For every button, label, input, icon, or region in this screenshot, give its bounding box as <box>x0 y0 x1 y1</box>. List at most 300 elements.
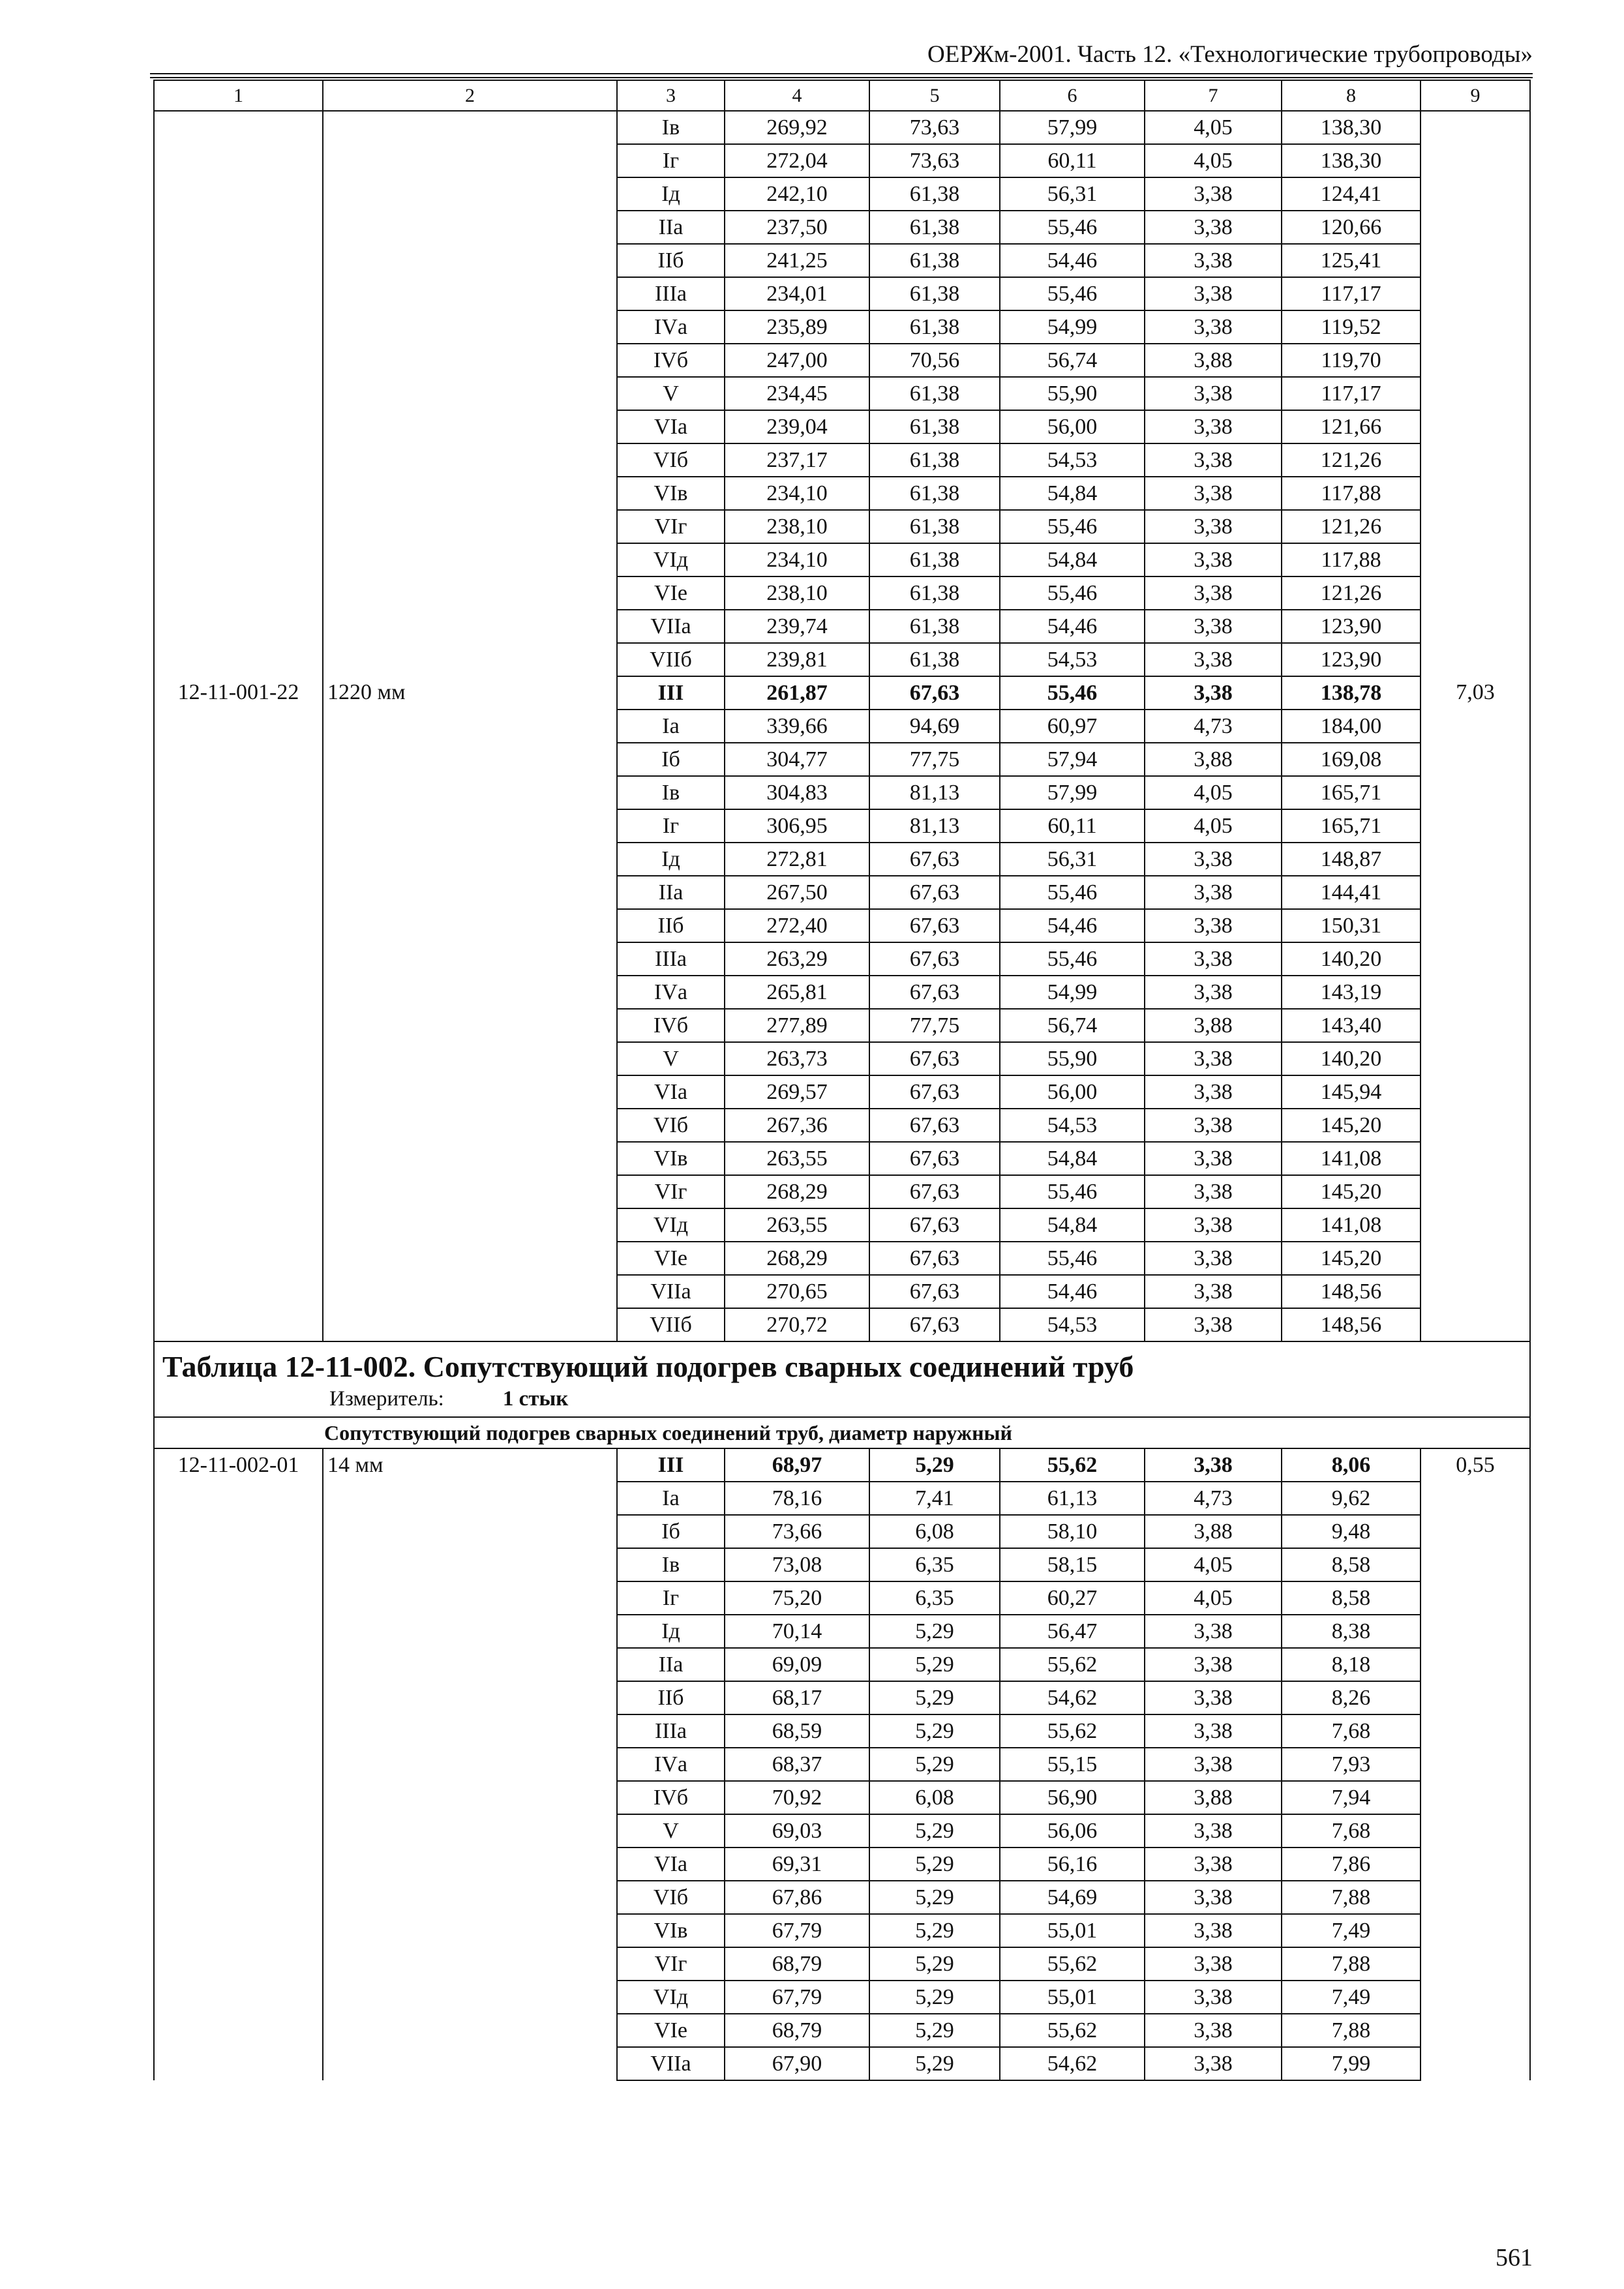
value-cell: 57,99 <box>1000 776 1145 809</box>
value-cell: 58,15 <box>1000 1548 1145 1581</box>
value-cell: 3,38 <box>1145 310 1282 344</box>
zone-category: VIе <box>617 2014 725 2047</box>
value-cell: 3,88 <box>1145 743 1282 776</box>
value-cell: 7,41 <box>869 1482 1000 1515</box>
value-cell: 3,38 <box>1145 976 1282 1009</box>
value-cell: 3,38 <box>1145 1208 1282 1242</box>
value-cell: 138,30 <box>1282 144 1421 177</box>
value-cell: 3,38 <box>1145 244 1282 277</box>
zone-category: VIIа <box>617 2047 725 2080</box>
value-cell: 67,79 <box>725 1981 869 2014</box>
value-cell: 145,94 <box>1282 1075 1421 1109</box>
value-cell: 138,30 <box>1282 111 1421 144</box>
value-cell: 4,05 <box>1145 1581 1282 1615</box>
zone-category: VIб <box>617 1881 725 1914</box>
zone-category: IIб <box>617 1681 725 1714</box>
value-cell: 270,65 <box>725 1275 869 1308</box>
value-cell: 3,38 <box>1145 1814 1282 1848</box>
value-cell: 3,88 <box>1145 1515 1282 1548</box>
value-cell: 5,29 <box>869 2047 1000 2080</box>
value-cell: 55,90 <box>1000 377 1145 410</box>
column-number: 7 <box>1145 80 1282 111</box>
value-cell: 306,95 <box>725 809 869 843</box>
value-cell: 121,66 <box>1282 410 1421 443</box>
value-cell: 3,38 <box>1145 1142 1282 1175</box>
value-cell: 3,38 <box>1145 909 1282 942</box>
value-cell: 239,04 <box>725 410 869 443</box>
zone-category: IVб <box>617 1781 725 1814</box>
zone-category: Iд <box>617 177 725 211</box>
value-cell: 272,40 <box>725 909 869 942</box>
value-cell: 6,08 <box>869 1781 1000 1814</box>
value-cell: 3,38 <box>1145 1748 1282 1781</box>
value-cell: 5,29 <box>869 1881 1000 1914</box>
value-cell: 165,71 <box>1282 809 1421 843</box>
value-cell: 3,88 <box>1145 344 1282 377</box>
table-caption-row <box>154 1341 1530 1417</box>
value-cell: 3,38 <box>1145 1947 1282 1981</box>
value-cell: 237,17 <box>725 443 869 477</box>
zone-category: IVб <box>617 344 725 377</box>
value-cell: 3,38 <box>1145 1681 1282 1714</box>
value-cell: 5,29 <box>869 1848 1000 1881</box>
value-cell: 3,38 <box>1145 1242 1282 1275</box>
value-cell: 5,29 <box>869 1714 1000 1748</box>
value-cell: 138,78 <box>1282 676 1421 710</box>
value-cell: 238,10 <box>725 510 869 543</box>
value-cell: 4,05 <box>1145 776 1282 809</box>
value-cell: 3,38 <box>1145 2047 1282 2080</box>
value-cell: 54,46 <box>1000 244 1145 277</box>
value-cell: 58,10 <box>1000 1515 1145 1548</box>
value-cell: 4,73 <box>1145 710 1282 743</box>
column-number: 3 <box>617 80 725 111</box>
value-cell: 3,38 <box>1145 410 1282 443</box>
value-cell: 4,05 <box>1145 1548 1282 1581</box>
value-cell: 241,25 <box>725 244 869 277</box>
value-cell: 67,63 <box>869 1109 1000 1142</box>
value-cell: 269,92 <box>725 111 869 144</box>
value-cell: 61,13 <box>1000 1482 1145 1515</box>
zone-category: VIд <box>617 1208 725 1242</box>
value-cell: 247,00 <box>725 344 869 377</box>
value-cell: 69,31 <box>725 1848 869 1881</box>
zone-category: VIIб <box>617 1308 725 1341</box>
value-cell: 68,17 <box>725 1681 869 1714</box>
value-cell: 55,46 <box>1000 510 1145 543</box>
value-cell: 3,38 <box>1145 576 1282 610</box>
value-cell: 61,38 <box>869 477 1000 510</box>
value-cell: 3,38 <box>1145 1881 1282 1914</box>
subheading: Сопутствующий подогрев сварных соединений труб, диаметр наружный <box>154 1417 1530 1448</box>
value-cell: 60,11 <box>1000 144 1145 177</box>
zone-category: VIа <box>617 1848 725 1881</box>
rate-code <box>154 111 323 676</box>
value-cell: 3,38 <box>1145 1914 1282 1947</box>
zone-category: VIе <box>617 1242 725 1275</box>
value-cell: 55,46 <box>1000 576 1145 610</box>
table-caption <box>154 1341 1530 1417</box>
zone-category: VIе <box>617 576 725 610</box>
value-cell: 7,88 <box>1282 1881 1421 1914</box>
value-cell: 5,29 <box>869 1981 1000 2014</box>
value-cell: 184,00 <box>1282 710 1421 743</box>
value-cell: 3,38 <box>1145 942 1282 976</box>
zone-category: VIв <box>617 1914 725 1947</box>
value-cell: 68,37 <box>725 1748 869 1781</box>
value-cell: 272,81 <box>725 843 869 876</box>
value-cell: 3,38 <box>1145 1615 1282 1648</box>
value-cell: 304,77 <box>725 743 869 776</box>
zone-category: IVа <box>617 310 725 344</box>
value-cell: 3,38 <box>1145 643 1282 676</box>
zone-category: Iв <box>617 1548 725 1581</box>
zone-category: V <box>617 1042 725 1075</box>
zone-category: VIб <box>617 443 725 477</box>
value-cell: 54,53 <box>1000 443 1145 477</box>
value-cell: 5,29 <box>869 1914 1000 1947</box>
value-cell: 4,05 <box>1145 144 1282 177</box>
estimate-table-body <box>154 80 1530 2080</box>
estimate-table <box>153 80 1531 2081</box>
value-cell: 81,13 <box>869 809 1000 843</box>
value-cell: 61,38 <box>869 244 1000 277</box>
table-row <box>154 1448 1530 1482</box>
value-cell: 3,38 <box>1145 443 1282 477</box>
value-cell: 339,66 <box>725 710 869 743</box>
value-cell: 141,08 <box>1282 1142 1421 1175</box>
value-cell: 55,62 <box>1000 2014 1145 2047</box>
value-cell: 277,89 <box>725 1009 869 1042</box>
value-cell: 3,38 <box>1145 1042 1282 1075</box>
value-cell: 94,69 <box>869 710 1000 743</box>
value-cell: 54,53 <box>1000 643 1145 676</box>
value-cell: 68,59 <box>725 1714 869 1748</box>
value-cell: 5,29 <box>869 1748 1000 1781</box>
value-cell: 54,99 <box>1000 310 1145 344</box>
value-cell: 5,29 <box>869 1615 1000 1648</box>
rate-code: 12-11-001-22 <box>154 676 323 1341</box>
zone-category: IVб <box>617 1009 725 1042</box>
value-cell: 3,38 <box>1145 211 1282 244</box>
value-cell: 8,26 <box>1282 1681 1421 1714</box>
value-cell: 7,68 <box>1282 1814 1421 1848</box>
zone-category: IVа <box>617 1748 725 1781</box>
value-cell: 117,88 <box>1282 477 1421 510</box>
value-cell: 265,81 <box>725 976 869 1009</box>
value-cell: 57,94 <box>1000 743 1145 776</box>
value-cell: 61,38 <box>869 610 1000 643</box>
value-cell: 5,29 <box>869 2014 1000 2047</box>
zone-category: Iб <box>617 743 725 776</box>
value-cell: 267,50 <box>725 876 869 909</box>
value-cell: 3,38 <box>1145 1714 1282 1748</box>
value-cell: 3,88 <box>1145 1009 1282 1042</box>
value-cell: 6,35 <box>869 1548 1000 1581</box>
value-cell: 7,99 <box>1282 2047 1421 2080</box>
value-cell: 75,20 <box>725 1581 869 1615</box>
value-cell: 120,66 <box>1282 211 1421 244</box>
value-cell: 54,84 <box>1000 543 1145 576</box>
value-cell: 5,29 <box>869 1648 1000 1681</box>
column-number: 5 <box>869 80 1000 111</box>
value-cell: 263,73 <box>725 1042 869 1075</box>
value-cell: 119,70 <box>1282 344 1421 377</box>
value-cell: 61,38 <box>869 543 1000 576</box>
value-cell: 242,10 <box>725 177 869 211</box>
meter-line <box>162 1385 1522 1413</box>
value-cell: 60,27 <box>1000 1581 1145 1615</box>
value-cell: 234,45 <box>725 377 869 410</box>
value-cell: 3,38 <box>1145 543 1282 576</box>
value-cell: 3,38 <box>1145 876 1282 909</box>
meter-unit: 1 стык <box>502 1387 569 1411</box>
value-cell: 61,38 <box>869 211 1000 244</box>
column-number: 2 <box>323 80 617 111</box>
value-cell: 67,63 <box>869 676 1000 710</box>
value-cell: 68,79 <box>725 2014 869 2047</box>
column-number: 4 <box>725 80 869 111</box>
value-cell: 68,79 <box>725 1947 869 1981</box>
value-cell: 54,46 <box>1000 1275 1145 1308</box>
value-cell: 78,16 <box>725 1482 869 1515</box>
value-cell: 145,20 <box>1282 1109 1421 1142</box>
value-cell: 269,57 <box>725 1075 869 1109</box>
value-cell: 7,49 <box>1282 1914 1421 1947</box>
zone-category: IIа <box>617 1648 725 1681</box>
value-cell: 148,56 <box>1282 1308 1421 1341</box>
value-cell: 3,38 <box>1145 1308 1282 1341</box>
value-cell: 54,46 <box>1000 610 1145 643</box>
zone-category: IIа <box>617 876 725 909</box>
value-cell: 3,88 <box>1145 1781 1282 1814</box>
value-cell: 61,38 <box>869 310 1000 344</box>
value-cell: 268,29 <box>725 1175 869 1208</box>
value-cell: 263,55 <box>725 1142 869 1175</box>
value-cell: 3,38 <box>1145 1648 1282 1681</box>
value-cell: 56,06 <box>1000 1814 1145 1848</box>
rate-name: 1220 мм <box>323 676 617 1341</box>
value-cell: 55,46 <box>1000 676 1145 710</box>
value-cell: 55,46 <box>1000 277 1145 310</box>
table-row <box>154 111 1530 144</box>
zone-category: Iв <box>617 111 725 144</box>
value-cell: 7,88 <box>1282 2014 1421 2047</box>
value-cell: 56,00 <box>1000 410 1145 443</box>
value-cell: 55,46 <box>1000 876 1145 909</box>
value-cell: 140,20 <box>1282 942 1421 976</box>
value-cell: 234,01 <box>725 277 869 310</box>
value-cell: 123,90 <box>1282 643 1421 676</box>
value-cell: 56,31 <box>1000 177 1145 211</box>
value-cell: 3,38 <box>1145 1075 1282 1109</box>
zone-category: VIд <box>617 543 725 576</box>
value-cell: 55,46 <box>1000 1175 1145 1208</box>
value-cell: 54,84 <box>1000 1208 1145 1242</box>
value-cell: 267,36 <box>725 1109 869 1142</box>
value-cell: 73,66 <box>725 1515 869 1548</box>
value-cell: 145,20 <box>1282 1242 1421 1275</box>
zone-category: VIг <box>617 510 725 543</box>
value-cell: 261,87 <box>725 676 869 710</box>
rate-coefficient: 0,55 <box>1421 1448 1530 2080</box>
zone-category: VIIа <box>617 610 725 643</box>
value-cell: 60,11 <box>1000 809 1145 843</box>
value-cell: 55,15 <box>1000 1748 1145 1781</box>
value-cell: 55,62 <box>1000 1714 1145 1748</box>
page-number: 561 <box>1496 2244 1533 2271</box>
zone-category: Iб <box>617 1515 725 1548</box>
value-cell: 3,38 <box>1145 676 1282 710</box>
column-number: 8 <box>1282 80 1421 111</box>
value-cell: 123,90 <box>1282 610 1421 643</box>
value-cell: 56,47 <box>1000 1615 1145 1648</box>
value-cell: 56,00 <box>1000 1075 1145 1109</box>
value-cell: 3,38 <box>1145 1848 1282 1881</box>
zone-category: VIIа <box>617 1275 725 1308</box>
value-cell: 61,38 <box>869 510 1000 543</box>
zone-category: Iа <box>617 710 725 743</box>
zone-category: Iг <box>617 809 725 843</box>
value-cell: 268,29 <box>725 1242 869 1275</box>
value-cell: 60,97 <box>1000 710 1145 743</box>
value-cell: 5,29 <box>869 1814 1000 1848</box>
value-cell: 148,87 <box>1282 843 1421 876</box>
value-cell: 148,56 <box>1282 1275 1421 1308</box>
value-cell: 234,10 <box>725 543 869 576</box>
value-cell: 3,38 <box>1145 610 1282 643</box>
value-cell: 67,63 <box>869 1308 1000 1341</box>
value-cell: 239,74 <box>725 610 869 643</box>
value-cell: 234,10 <box>725 477 869 510</box>
column-number: 6 <box>1000 80 1145 111</box>
value-cell: 67,63 <box>869 976 1000 1009</box>
value-cell: 7,88 <box>1282 1947 1421 1981</box>
zone-category: IIIа <box>617 942 725 976</box>
value-cell: 7,49 <box>1282 1981 1421 2014</box>
subheading-row <box>154 1417 1530 1448</box>
value-cell: 55,90 <box>1000 1042 1145 1075</box>
value-cell: 54,62 <box>1000 1681 1145 1714</box>
value-cell: 165,71 <box>1282 776 1421 809</box>
value-cell: 3,38 <box>1145 177 1282 211</box>
table-title: Таблица 12-11-002. Сопутствующий подогрев сварных соединений труб <box>162 1350 1134 1383</box>
value-cell: 6,35 <box>869 1581 1000 1615</box>
value-cell: 239,81 <box>725 643 869 676</box>
zone-category: Iг <box>617 1581 725 1615</box>
value-cell: 70,56 <box>869 344 1000 377</box>
value-cell: 67,63 <box>869 1075 1000 1109</box>
zone-category: Iв <box>617 776 725 809</box>
value-cell: 55,62 <box>1000 1448 1145 1482</box>
zone-category: Iг <box>617 144 725 177</box>
value-cell: 9,48 <box>1282 1515 1421 1548</box>
value-cell: 56,90 <box>1000 1781 1145 1814</box>
value-cell: 3,38 <box>1145 2014 1282 2047</box>
header-rule-top <box>150 73 1533 74</box>
zone-category: VIб <box>617 1109 725 1142</box>
value-cell: 238,10 <box>725 576 869 610</box>
value-cell: 61,38 <box>869 277 1000 310</box>
value-cell: 3,38 <box>1145 843 1282 876</box>
document-header: ОЕРЖм-2001. Часть 12. «Технологические трубопроводы» <box>927 41 1533 68</box>
value-cell: 4,05 <box>1145 111 1282 144</box>
value-cell: 3,38 <box>1145 277 1282 310</box>
value-cell: 150,31 <box>1282 909 1421 942</box>
value-cell: 263,55 <box>725 1208 869 1242</box>
value-cell: 121,26 <box>1282 576 1421 610</box>
value-cell: 119,52 <box>1282 310 1421 344</box>
value-cell: 61,38 <box>869 410 1000 443</box>
zone-category: IVа <box>617 976 725 1009</box>
zone-category: Iд <box>617 1615 725 1648</box>
value-cell: 4,73 <box>1145 1482 1282 1515</box>
value-cell: 117,17 <box>1282 277 1421 310</box>
value-cell: 3,38 <box>1145 1275 1282 1308</box>
zone-category: VIд <box>617 1981 725 2014</box>
rate-coefficient <box>1421 111 1530 676</box>
value-cell: 67,79 <box>725 1914 869 1947</box>
value-cell: 67,63 <box>869 942 1000 976</box>
zone-category: IIб <box>617 244 725 277</box>
zone-category: IIIа <box>617 277 725 310</box>
value-cell: 67,63 <box>869 1208 1000 1242</box>
value-cell: 67,63 <box>869 1242 1000 1275</box>
value-cell: 54,84 <box>1000 1142 1145 1175</box>
value-cell: 61,38 <box>869 377 1000 410</box>
column-number: 9 <box>1421 80 1530 111</box>
value-cell: 54,53 <box>1000 1308 1145 1341</box>
value-cell: 3,38 <box>1145 377 1282 410</box>
value-cell: 143,40 <box>1282 1009 1421 1042</box>
value-cell: 68,97 <box>725 1448 869 1482</box>
rate-coefficient: 7,03 <box>1421 676 1530 1341</box>
value-cell: 144,41 <box>1282 876 1421 909</box>
value-cell: 121,26 <box>1282 510 1421 543</box>
column-number: 1 <box>154 80 323 111</box>
value-cell: 124,41 <box>1282 177 1421 211</box>
value-cell: 67,63 <box>869 876 1000 909</box>
value-cell: 69,09 <box>725 1648 869 1681</box>
value-cell: 61,38 <box>869 443 1000 477</box>
rate-code: 12-11-002-01 <box>154 1448 323 2080</box>
header-rule-bottom <box>150 77 1533 78</box>
value-cell: 55,46 <box>1000 211 1145 244</box>
value-cell: 3,38 <box>1145 1448 1282 1482</box>
value-cell: 55,01 <box>1000 1981 1145 2014</box>
value-cell: 121,26 <box>1282 443 1421 477</box>
value-cell: 304,83 <box>725 776 869 809</box>
zone-category: IIб <box>617 909 725 942</box>
value-cell: 117,88 <box>1282 543 1421 576</box>
value-cell: 67,86 <box>725 1881 869 1914</box>
value-cell: 55,62 <box>1000 1648 1145 1681</box>
meter-label: Измеритель: <box>329 1387 444 1411</box>
value-cell: 54,62 <box>1000 2047 1145 2080</box>
value-cell: 8,18 <box>1282 1648 1421 1681</box>
value-cell: 67,63 <box>869 1142 1000 1175</box>
value-cell: 54,99 <box>1000 976 1145 1009</box>
value-cell: 61,38 <box>869 643 1000 676</box>
value-cell: 3,38 <box>1145 477 1282 510</box>
value-cell: 56,74 <box>1000 344 1145 377</box>
value-cell: 70,92 <box>725 1781 869 1814</box>
value-cell: 9,62 <box>1282 1482 1421 1515</box>
value-cell: 3,38 <box>1145 510 1282 543</box>
zone-category: III <box>617 1448 725 1482</box>
value-cell: 3,38 <box>1145 1109 1282 1142</box>
value-cell: 55,46 <box>1000 1242 1145 1275</box>
